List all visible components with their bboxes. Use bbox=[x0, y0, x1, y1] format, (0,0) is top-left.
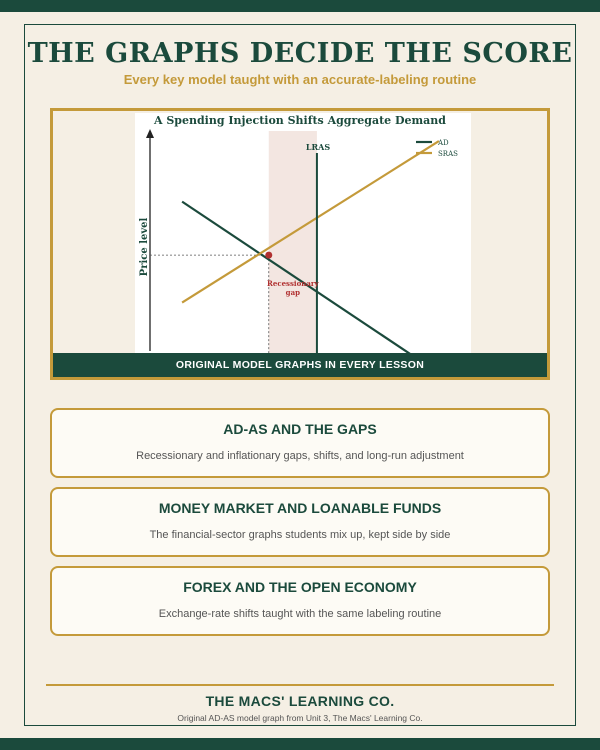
bottom-accent-bar bbox=[0, 738, 600, 750]
card-adas bbox=[50, 408, 550, 478]
adas-chart bbox=[53, 111, 547, 353]
recessionary-gap-band bbox=[269, 131, 317, 353]
footer-divider bbox=[46, 684, 554, 686]
gap-label-line-1: Recessionary bbox=[267, 279, 319, 289]
card-description: The financial-sector graphs students mix up, kept side by side bbox=[149, 529, 451, 541]
card-forex bbox=[50, 566, 550, 636]
chart-title: A Spending Injection Shifts Aggregate Demand bbox=[153, 114, 447, 127]
gap-label-line-2: gap bbox=[285, 288, 301, 298]
top-accent-bar bbox=[0, 0, 600, 12]
card-title: AD-AS AND THE GAPS bbox=[223, 421, 377, 437]
footer-credit: Original AD-AS model graph from Unit 3, The Macs' Learning Co. bbox=[177, 713, 423, 723]
lras-label: LRAS bbox=[305, 142, 331, 152]
y-axis-label: Price level bbox=[139, 217, 150, 277]
legend-label-ad: AD bbox=[438, 139, 449, 147]
card-description: Recessionary and inflationary gaps, shifts, and long-run adjustment bbox=[136, 450, 464, 462]
legend-label-sras: SRAS bbox=[438, 150, 458, 158]
chart-caption: ORIGINAL MODEL GRAPHS IN EVERY LESSON bbox=[53, 353, 547, 377]
card-title: FOREX AND THE OPEN ECONOMY bbox=[183, 579, 417, 595]
footer-brand: THE MACS' LEARNING CO. bbox=[205, 693, 395, 709]
chart-panel bbox=[50, 108, 550, 380]
page-subtitle: Every key model taught with an accurate-labeling routine bbox=[123, 72, 477, 87]
card-title: MONEY MARKET AND LOANABLE FUNDS bbox=[158, 500, 442, 516]
equilibrium-point bbox=[265, 252, 272, 259]
card-money-market bbox=[50, 487, 550, 557]
card-description: Exchange-rate shifts taught with the same labeling routine bbox=[158, 608, 442, 620]
page-title: THE GRAPHS DECIDE THE SCORE bbox=[27, 38, 573, 69]
